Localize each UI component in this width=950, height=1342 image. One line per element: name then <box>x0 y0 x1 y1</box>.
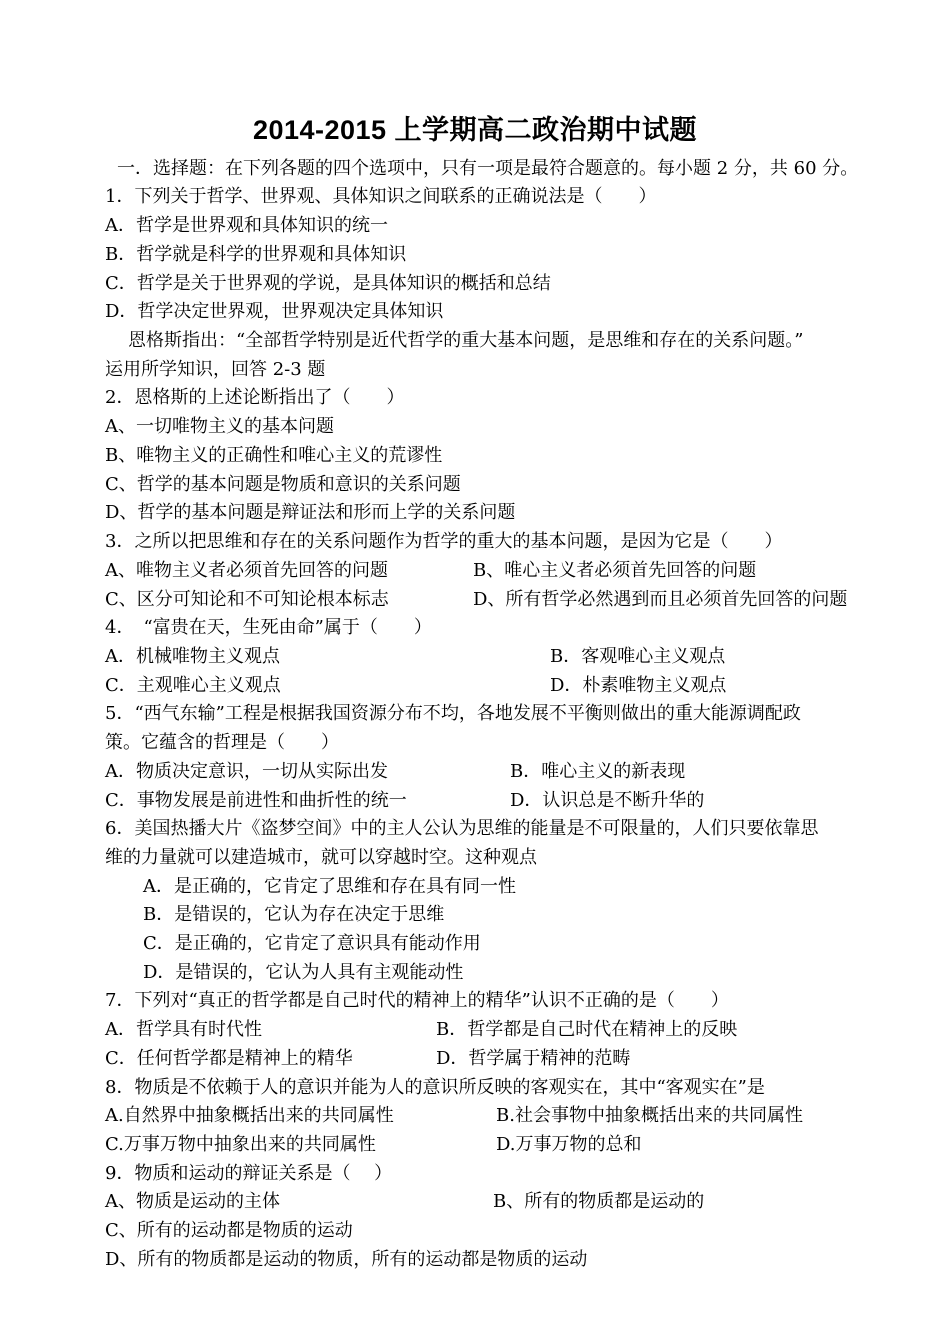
q3-option-c: C、区分可知论和不可知论根本标志 <box>105 589 389 610</box>
q5-option-c: C．事物发展是前进性和曲折性的统一 <box>105 790 407 811</box>
q8-option-d: D.万事万物的总和 <box>496 1134 642 1155</box>
q8-stem: 8．物质是不依赖于人的意识并能为人的意识所反映的客观实在，其中“客观实在”是 <box>105 1077 765 1098</box>
material-line-1: 恩格斯指出：“全部哲学特别是近代哲学的重大基本问题，是思维和存在的关系问题。” <box>128 330 804 351</box>
q4-stem: 4． “富贵在天，生死由命”属于（ ） <box>105 617 432 638</box>
q1-option-b: B．哲学就是科学的世界观和具体知识 <box>105 244 407 265</box>
material-line-2: 运用所学知识，回答 2-3 题 <box>105 359 326 380</box>
q3-option-b: B、唯心主义者必须首先回答的问题 <box>473 560 757 581</box>
q4-option-c: C．主观唯心主义观点 <box>105 675 281 696</box>
q4-option-b: B．客观唯心主义观点 <box>550 646 726 667</box>
q5-option-b: B．唯心主义的新表现 <box>510 761 686 782</box>
q7-options-row-1 <box>105 1016 950 1044</box>
q6-option-d: D．是错误的，它认为人具有主观能动性 <box>143 962 464 983</box>
q5-options-row-1 <box>105 758 950 786</box>
q3-option-d: D、所有哲学必然遇到而且必须首先回答的问题 <box>473 589 848 610</box>
q6-option-c: C．是正确的，它肯定了意识具有能动作用 <box>143 933 481 954</box>
q6-stem-line-2: 维的力量就可以建造城市，就可以穿越时空。这种观点 <box>105 847 537 868</box>
q7-option-d: D．哲学属于精神的范畴 <box>436 1048 631 1069</box>
q5-stem-line-2: 策。它蕴含的哲理是（ ） <box>105 732 339 753</box>
q9-options-row-1 <box>105 1188 950 1216</box>
q5-option-d: D．认识总是不断升华的 <box>510 790 705 811</box>
q5-stem-line-1: 5．“西气东输”工程是根据我国资源分布不均，各地发展不平衡则做出的重大能源调配政 <box>105 703 801 724</box>
q7-options-row-2 <box>105 1045 950 1073</box>
q9-option-a: A、物质是运动的主体 <box>105 1191 280 1212</box>
q2-option-a: A、一切唯物主义的基本问题 <box>105 416 334 437</box>
q9-option-b: B、所有的物质都是运动的 <box>493 1191 705 1212</box>
q7-stem: 7．下列对“真正的哲学都是自己时代的精神上的精华”认识不正确的是（ ） <box>105 990 729 1011</box>
q2-option-b: B、唯物主义的正确性和唯心主义的荒谬性 <box>105 445 443 466</box>
q4-option-a: A．机械唯物主义观点 <box>105 646 280 667</box>
section-instructions: 一．选择题：在下列各题的四个选项中，只有一项是最符合题意的。每小题 2 分，共 60 分。 <box>117 158 859 179</box>
q7-option-b: B．哲学都是自己时代在精神上的反映 <box>436 1019 738 1040</box>
q2-option-c: C、哲学的基本问题是物质和意识的关系问题 <box>105 474 461 495</box>
q2-option-d: D、哲学的基本问题是辩证法和形而上学的关系问题 <box>105 502 516 523</box>
q4-options-row-2 <box>105 672 950 700</box>
q3-option-a: A、唯物主义者必须首先回答的问题 <box>105 560 388 581</box>
q6-option-b: B．是错误的，它认为存在决定于思维 <box>143 904 445 925</box>
q3-options-row-2 <box>105 586 950 614</box>
q4-options-row-1 <box>105 643 950 671</box>
q9-stem: 9．物质和运动的辩证关系是（ ） <box>105 1163 393 1184</box>
q2-stem: 2．恩格斯的上述论断指出了（ ） <box>105 387 405 408</box>
q6-option-a: A．是正确的，它肯定了思维和存在具有同一性 <box>143 876 516 897</box>
q8-options-row-2 <box>105 1131 950 1159</box>
q1-option-c: C．哲学是关于世界观的学说，是具体知识的概括和总结 <box>105 273 551 294</box>
q3-stem: 3．之所以把思维和存在的关系问题作为哲学的重大的基本问题，是因为它是（ ） <box>105 531 783 552</box>
q9-option-d: D、所有的物质都是运动的物质，所有的运动都是物质的运动 <box>105 1249 588 1270</box>
q5-option-a: A．物质决定意识，一切从实际出发 <box>105 761 388 782</box>
q8-option-a: A.自然界中抽象概括出来的共同属性 <box>105 1105 394 1126</box>
q8-options-row-1 <box>105 1102 950 1130</box>
q1-stem: 1．下列关于哲学、世界观、具体知识之间联系的正确说法是（ ） <box>105 186 657 207</box>
q3-options-row-1 <box>105 557 950 585</box>
q1-option-a: A．哲学是世界观和具体知识的统一 <box>105 215 388 236</box>
q1-option-d: D．哲学决定世界观，世界观决定具体知识 <box>105 301 444 322</box>
exam-title: 2014-2015 上学期高二政治期中试题 <box>252 115 698 145</box>
q5-options-row-2 <box>105 787 950 815</box>
q4-option-d: D．朴素唯物主义观点 <box>550 675 727 696</box>
q6-stem-line-1: 6．美国热播大片《盗梦空间》中的主人公认为思维的能量是不可限量的，人们只要依靠思 <box>105 818 819 839</box>
q9-option-c: C、所有的运动都是物质的运动 <box>105 1220 353 1241</box>
q8-option-b: B.社会事物中抽象概括出来的共同属性 <box>496 1105 803 1126</box>
q7-option-c: C．任何哲学都是精神上的精华 <box>105 1048 353 1069</box>
q7-option-a: A．哲学具有时代性 <box>105 1019 262 1040</box>
q8-option-c: C.万事万物中抽象出来的共同属性 <box>105 1134 376 1155</box>
